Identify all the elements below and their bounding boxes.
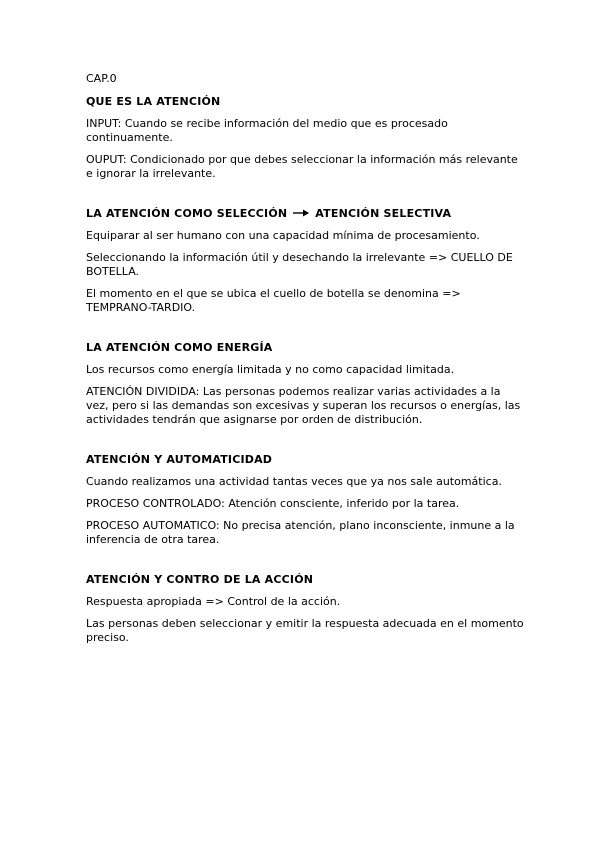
paragraph: PROCESO AUTOMATICO: No precisa atención, plano inconsciente, inmune a la inferencia de otra tarea. [86, 519, 515, 546]
section-atencion-y-automaticidad [86, 453, 526, 547]
paragraph: Respuesta apropiada => Control de la acción. [86, 595, 341, 608]
paragraph: ATENCIÓN DIVIDIDA: Las personas podemos realizar varias actividades a la vez, pero si las demandas son excesivas y superan los recursos o energías, las actividades tendrán que asignarse por orden de distribución. [86, 385, 521, 426]
paragraph: Los recursos como energía limitada y no como capacidad limitada. [86, 363, 455, 376]
arrow-right-icon [293, 209, 309, 217]
section-atencion-como-seleccion [86, 207, 526, 315]
section-atencion-como-energia [86, 341, 526, 427]
paragraph: El momento en el que se ubica el cuello de botella se denomina => TEMPRANO-TARDIO. [86, 287, 461, 314]
paragraph: OUPUT: Condicionado por que debes seleccionar la información más relevante e ignorar la irrelevante. [86, 153, 518, 180]
paragraph: Equiparar al ser humano con una capacidad mínima de procesamiento. [86, 229, 480, 242]
section-heading-suffix: ATENCIÓN SELECTIVA [315, 207, 452, 220]
paragraph: INPUT: Cuando se recibe información del medio que es procesado continuamente. [86, 117, 448, 144]
chapter-label: CAP.0 [86, 72, 117, 85]
paragraph: PROCESO CONTROLADO: Atención consciente, inferido por la tarea. [86, 497, 460, 510]
section-heading: LA ATENCIÓN COMO SELECCIÓN [86, 207, 288, 220]
section-que-es-la-atencion [86, 95, 526, 181]
section-heading: ATENCIÓN Y AUTOMATICIDAD [86, 453, 273, 466]
section-heading: LA ATENCIÓN COMO ENERGÍA [86, 341, 273, 354]
section-heading-row [86, 207, 526, 221]
document-page [86, 72, 526, 653]
paragraph: Seleccionando la información útil y desechando la irrelevante => CUELLO DE BOTELLA. [86, 251, 513, 278]
paragraph: Cuando realizamos una actividad tantas veces que ya nos sale automática. [86, 475, 502, 488]
paragraph: Las personas deben seleccionar y emitir la respuesta adecuada en el momento preciso. [86, 617, 524, 644]
section-heading: ATENCIÓN Y CONTRO DE LA ACCIÓN [86, 573, 314, 586]
section-atencion-y-control-de-la-accion [86, 573, 526, 645]
section-heading: QUE ES LA ATENCIÓN [86, 95, 221, 108]
